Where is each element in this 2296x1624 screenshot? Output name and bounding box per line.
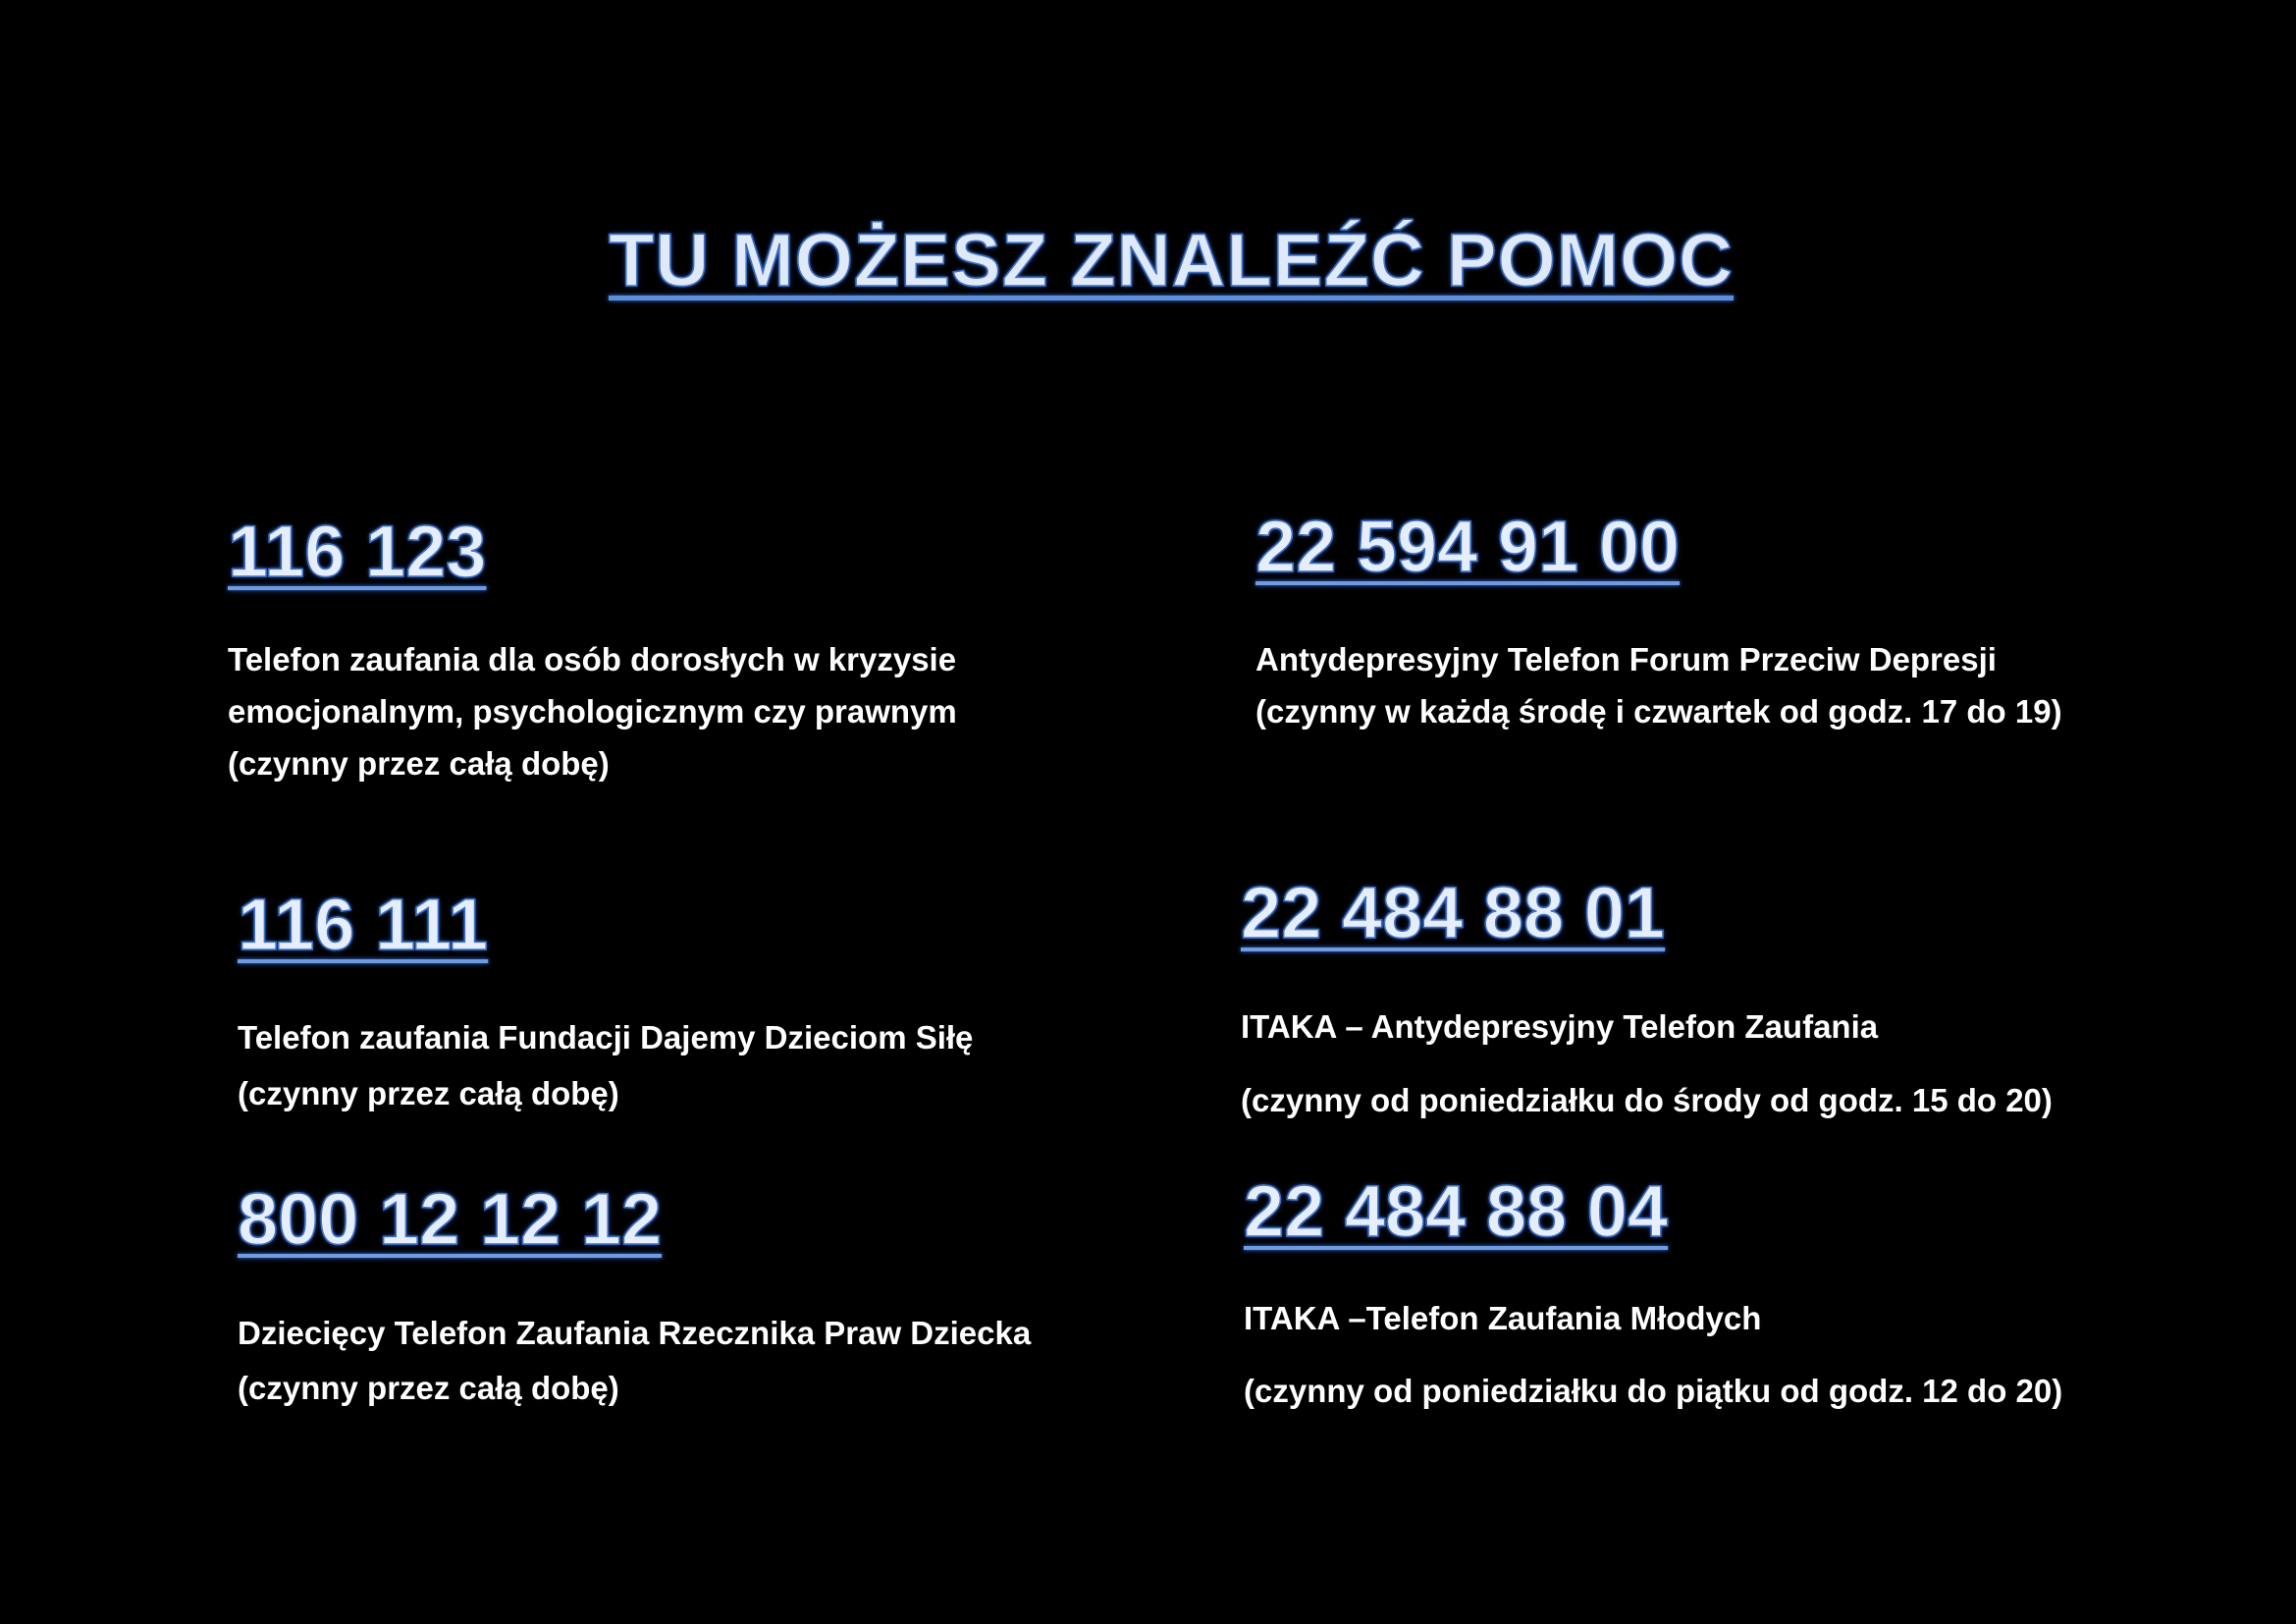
helpline-224848801: [1241, 872, 2053, 1118]
description-line: ITAKA – Antydepresyjny Telefon Zaufania: [1241, 1008, 1879, 1045]
helpline-116111: [238, 884, 974, 1111]
phone-number[interactable]: 800 12 12 12: [238, 1178, 663, 1260]
hours-line: (czynny od poniedziałku do środy od godz. 15 do 20): [1241, 1082, 2053, 1118]
description-line: Telefon zaufania dla osób dorosłych w kryzysie: [228, 641, 957, 677]
phone-number[interactable]: 22 484 88 01: [1241, 872, 1666, 953]
description-line: Antydepresyjny Telefon Forum Przeciw Depresji: [1255, 641, 1997, 677]
phone-number[interactable]: 22 594 91 00: [1255, 506, 1681, 587]
helpline-225949100: [1255, 506, 2062, 730]
helpline-116123: [228, 511, 957, 782]
description-line: Telefon zaufania Fundacji Dajemy Dzieciom Siłę: [238, 1019, 974, 1056]
phone-number[interactable]: 22 484 88 04: [1244, 1170, 1669, 1252]
hours-line: (czynny w każdą środę i czwartek od godz. 17 do 19): [1255, 693, 2062, 730]
phone-number[interactable]: 116 111: [238, 884, 489, 965]
hours-line: (czynny od poniedziałku do piątku od godz. 12 do 20): [1244, 1373, 2063, 1409]
description-line: ITAKA –Telefon Zaufania Młodych: [1244, 1300, 1762, 1336]
page-title: TU MOŻESZ ZNALEŹĆ POMOC: [609, 219, 1735, 302]
helpline-800121212: [238, 1178, 1032, 1406]
hours-line: (czynny przez całą dobę): [238, 1075, 619, 1111]
helpline-224848804: [1244, 1170, 2063, 1409]
description-line: emocjonalnym, psychologicznym czy prawnym: [228, 693, 957, 730]
description-line: Dziecięcy Telefon Zaufania Rzecznika Praw Dziecka: [238, 1315, 1032, 1351]
hours-line: (czynny przez całą dobę): [228, 745, 610, 782]
hours-line: (czynny przez całą dobę): [238, 1370, 619, 1406]
phone-number[interactable]: 116 123: [228, 511, 487, 592]
